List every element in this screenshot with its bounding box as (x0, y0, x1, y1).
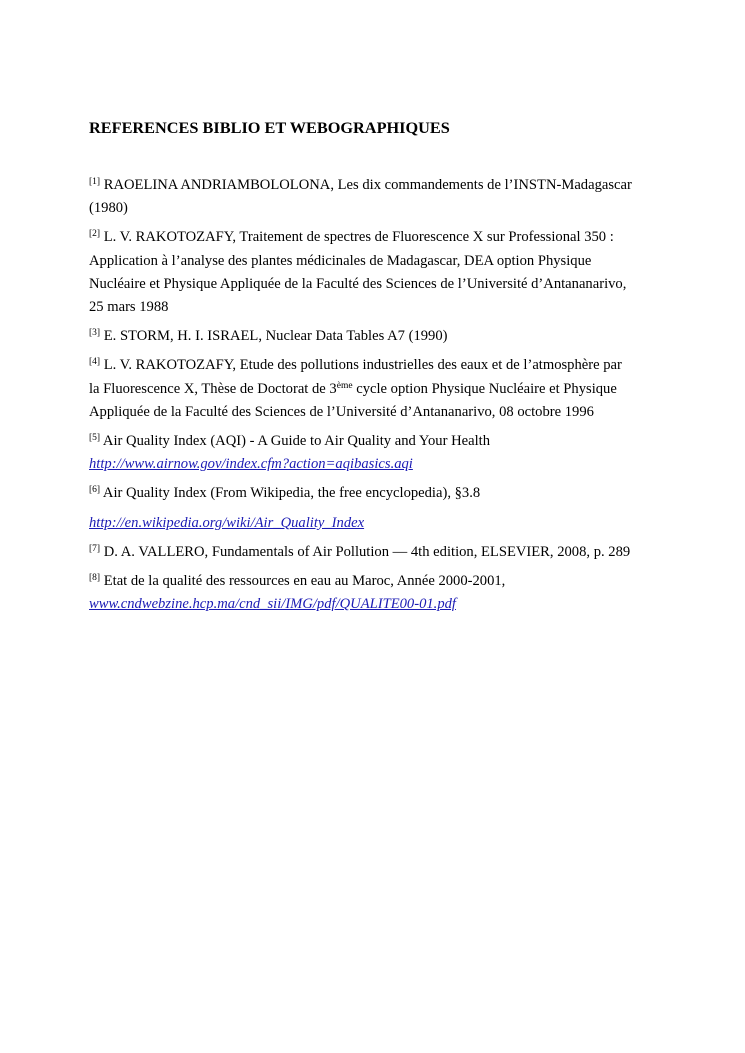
reference-4 (89, 354, 661, 424)
reference-4-superscript: ème (336, 380, 353, 391)
reference-1-line-2: (1980) (89, 200, 128, 217)
reference-2-line-4: 25 mars 1988 (89, 299, 169, 316)
reference-6-text: Air Quality Index (From Wikipedia, the free encyclopedia), §3.8 (102, 485, 481, 502)
reference-1-line-1 (89, 174, 661, 197)
reference-7 (89, 541, 661, 564)
reference-7-text: D. A. VALLERO, Fundamentals of Air Pollution — 4th edition, ELSEVIER, 2008, p. 289 (103, 543, 631, 560)
reference-4-number: [4] (89, 357, 101, 368)
reference-6-link[interactable]: http://en.wikipedia.org/wiki/Air_Quality_Index (89, 514, 365, 531)
reference-3-line-1 (89, 325, 661, 348)
reference-5-line-2 (89, 453, 661, 476)
reference-2 (89, 226, 661, 319)
reference-4-text-1: L. V. RAKOTOZAFY, Etude des pollutions industrielles des eaux et de l’atmosphère par (103, 357, 622, 374)
reference-1-number: [1] (89, 177, 101, 187)
reference-3 (89, 325, 661, 348)
reference-5-number: [5] (89, 433, 101, 444)
reference-8-line-2 (89, 593, 661, 616)
reference-6-link-line (89, 512, 661, 535)
reference-3-number: [3] (89, 328, 101, 339)
reference-2-line-2: Application à l’analyse des plantes médicinales de Madagascar, DEA option Physique (89, 252, 592, 269)
reference-4-line-2 (89, 378, 661, 401)
reference-8-text: Etat de la qualité des ressources en eau au Maroc, Année 2000-2001, (103, 573, 506, 590)
reference-list (89, 174, 661, 622)
reference-6 (89, 482, 661, 505)
reference-1-text-1: RAOELINA ANDRIAMBOLOLONA, Les dix commandements de l’INSTN-Madagascar (103, 177, 632, 193)
reference-4-text-2b: cycle option Physique Nucléaire et Physique (356, 380, 617, 397)
reference-2-line-3: Nucléaire et Physique Appliquée de la Faculté des Sciences de l’Université d’Antananarivo, (89, 275, 627, 292)
reference-4-line-1 (89, 354, 661, 377)
page-title: REFERENCES BIBLIO ET WEBOGRAPHIQUES (89, 118, 450, 137)
reference-2-line-1 (89, 226, 661, 249)
reference-5-link[interactable]: http://www.airnow.gov/index.cfm?action=aqibasics.aqi (89, 456, 413, 473)
reference-8-line-1 (89, 570, 661, 593)
reference-7-number: [7] (89, 543, 101, 554)
reference-5-text: Air Quality Index (AQI) - A Guide to Air Quality and Your Health (102, 433, 491, 450)
reference-4-text-2a: la Fluorescence X, Thèse de Doctorat de 3 (89, 380, 337, 397)
reference-7-line-1 (89, 541, 661, 564)
reference-5-line-1 (89, 430, 661, 453)
reference-6-line-1 (89, 482, 661, 505)
reference-6-number: [6] (89, 485, 101, 496)
reference-1 (89, 174, 661, 220)
reference-5 (89, 430, 661, 476)
reference-2-number: [2] (89, 229, 101, 240)
reference-2-text-1: L. V. RAKOTOZAFY, Traitement de spectres de Fluorescence X sur Professional 350 : (103, 229, 614, 246)
reference-8-link[interactable]: www.cndwebzine.hcp.ma/cnd_sii/IMG/pdf/QUALITE00-01.pdf (89, 596, 456, 613)
reference-4-line-3: Appliquée de la Faculté des Sciences de l’Université d’Antananarivo, 08 octobre 1996 (89, 403, 594, 420)
reference-8-number: [8] (89, 573, 101, 584)
reference-8 (89, 570, 661, 616)
reference-3-text-1: E. STORM, H. I. ISRAEL, Nuclear Data Tables A7 (1990) (103, 328, 448, 345)
